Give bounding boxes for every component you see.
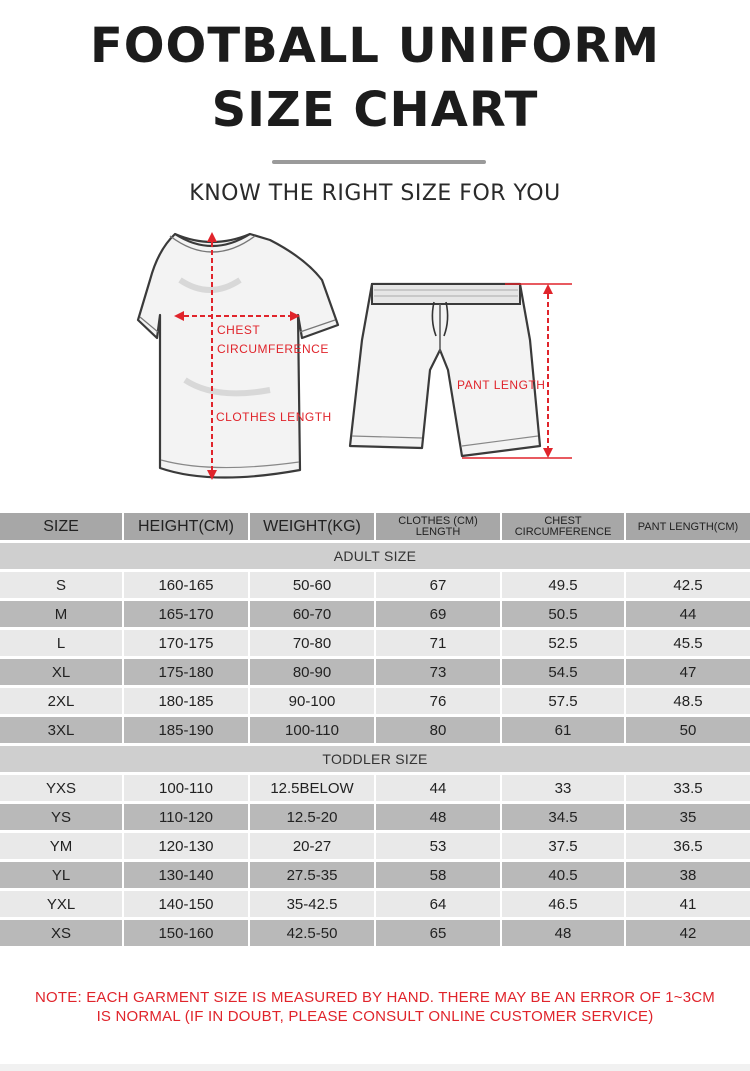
header-weight: WEIGHT(KG) xyxy=(250,513,376,540)
cell-height: 120-130 xyxy=(124,833,250,859)
measurement-note xyxy=(0,988,750,1026)
cell-size: YL xyxy=(0,862,124,888)
cell-weight: 20-27 xyxy=(250,833,376,859)
cell-size: YXL xyxy=(0,891,124,917)
cell-weight: 100-110 xyxy=(250,717,376,743)
cell-height: 130-140 xyxy=(124,862,250,888)
header-chest: CHEST CIRCUMFERENCE xyxy=(502,513,626,540)
cell-chest: 37.5 xyxy=(502,833,626,859)
table-row xyxy=(0,775,750,801)
table-row xyxy=(0,717,750,743)
table-row xyxy=(0,572,750,598)
cell-pant-length: 35 xyxy=(626,804,750,830)
tshirt-illustration xyxy=(138,232,338,480)
cell-weight: 60-70 xyxy=(250,601,376,627)
cell-clothes-length: 67 xyxy=(376,572,502,598)
cell-weight: 27.5-35 xyxy=(250,862,376,888)
cell-size: YXS xyxy=(0,775,124,801)
cell-clothes-length: 53 xyxy=(376,833,502,859)
cell-height: 175-180 xyxy=(124,659,250,685)
cell-size: YM xyxy=(0,833,124,859)
cell-height: 185-190 xyxy=(124,717,250,743)
table-row xyxy=(0,601,750,627)
cell-chest: 46.5 xyxy=(502,891,626,917)
page-title-line-1: FOOTBALL UNIFORM xyxy=(89,18,661,74)
cell-height: 110-120 xyxy=(124,804,250,830)
cell-chest: 48 xyxy=(502,920,626,946)
size-chart-table xyxy=(0,510,750,949)
table-row xyxy=(0,688,750,714)
cell-clothes-length: 73 xyxy=(376,659,502,685)
cell-chest: 54.5 xyxy=(502,659,626,685)
cell-pant-length: 50 xyxy=(626,717,750,743)
table-row xyxy=(0,862,750,888)
cell-pant-length: 41 xyxy=(626,891,750,917)
cell-chest: 40.5 xyxy=(502,862,626,888)
subtitle: KNOW THE RIGHT SIZE FOR YOU xyxy=(189,181,561,206)
cell-size: XS xyxy=(0,920,124,946)
header-clothes-length: CLOTHES (CM) LENGTH xyxy=(376,513,502,540)
cell-height: 180-185 xyxy=(124,688,250,714)
adult-section-label: ADULT SIZE xyxy=(0,543,750,569)
cell-clothes-length: 44 xyxy=(376,775,502,801)
header-pant-length: PANT LENGTH(CM) xyxy=(626,513,750,540)
cell-height: 100-110 xyxy=(124,775,250,801)
cell-clothes-length: 65 xyxy=(376,920,502,946)
table-row xyxy=(0,891,750,917)
adult-section-row xyxy=(0,543,750,569)
cell-size: S xyxy=(0,572,124,598)
table-row xyxy=(0,659,750,685)
toddler-section-label: TODDLER SIZE xyxy=(0,746,750,772)
cell-weight: 90-100 xyxy=(250,688,376,714)
toddler-section-row xyxy=(0,746,750,772)
cell-clothes-length: 64 xyxy=(376,891,502,917)
garment-illustration xyxy=(0,220,750,500)
note-line-1: NOTE: EACH GARMENT SIZE IS MEASURED BY HAND. THERE MAY BE AN ERROR OF 1~3CM xyxy=(35,989,715,1006)
cell-height: 160-165 xyxy=(124,572,250,598)
cell-height: 170-175 xyxy=(124,630,250,656)
cell-pant-length: 44 xyxy=(626,601,750,627)
cell-clothes-length: 48 xyxy=(376,804,502,830)
cell-weight: 70-80 xyxy=(250,630,376,656)
cell-size: 3XL xyxy=(0,717,124,743)
cell-pant-length: 48.5 xyxy=(626,688,750,714)
cell-chest: 50.5 xyxy=(502,601,626,627)
cell-height: 140-150 xyxy=(124,891,250,917)
cell-clothes-length: 69 xyxy=(376,601,502,627)
cell-pant-length: 47 xyxy=(626,659,750,685)
table-row xyxy=(0,804,750,830)
cell-height: 165-170 xyxy=(124,601,250,627)
cell-size: L xyxy=(0,630,124,656)
cell-pant-length: 36.5 xyxy=(626,833,750,859)
cell-weight: 12.5-20 xyxy=(250,804,376,830)
table-row xyxy=(0,833,750,859)
chest-label-line-2: CIRCUMFERENCE xyxy=(217,342,329,356)
cell-size: M xyxy=(0,601,124,627)
header-size: SIZE xyxy=(0,513,124,540)
chest-label-line-1: CHEST xyxy=(217,323,261,337)
table-row xyxy=(0,920,750,946)
note-line-2: IS NORMAL (IF IN DOUBT, PLEASE CONSULT ONLINE CUSTOMER SERVICE) xyxy=(96,1008,654,1025)
header-height: HEIGHT(CM) xyxy=(124,513,250,540)
page-title-line-2: SIZE CHART xyxy=(211,82,539,138)
cell-clothes-length: 58 xyxy=(376,862,502,888)
cell-weight: 80-90 xyxy=(250,659,376,685)
cell-size: XL xyxy=(0,659,124,685)
cell-pant-length: 45.5 xyxy=(626,630,750,656)
cell-chest: 33 xyxy=(502,775,626,801)
cell-chest: 52.5 xyxy=(502,630,626,656)
clothes-length-label: CLOTHES LENGTH xyxy=(216,410,332,424)
shorts-illustration xyxy=(350,284,572,458)
table-row xyxy=(0,630,750,656)
cell-chest: 49.5 xyxy=(502,572,626,598)
pant-length-label: PANT LENGTH xyxy=(457,378,546,392)
cell-pant-length: 38 xyxy=(626,862,750,888)
cell-clothes-length: 71 xyxy=(376,630,502,656)
cell-chest: 61 xyxy=(502,717,626,743)
cell-weight: 12.5BELOW xyxy=(250,775,376,801)
cell-weight: 42.5-50 xyxy=(250,920,376,946)
cell-pant-length: 42 xyxy=(626,920,750,946)
cell-clothes-length: 76 xyxy=(376,688,502,714)
cell-pant-length: 33.5 xyxy=(626,775,750,801)
table-header-row xyxy=(0,513,750,540)
title-divider xyxy=(272,160,486,164)
cell-height: 150-160 xyxy=(124,920,250,946)
cell-chest: 57.5 xyxy=(502,688,626,714)
cell-pant-length: 42.5 xyxy=(626,572,750,598)
cell-clothes-length: 80 xyxy=(376,717,502,743)
bottom-bar xyxy=(0,1064,750,1071)
cell-chest: 34.5 xyxy=(502,804,626,830)
cell-size: 2XL xyxy=(0,688,124,714)
cell-weight: 50-60 xyxy=(250,572,376,598)
cell-size: YS xyxy=(0,804,124,830)
cell-weight: 35-42.5 xyxy=(250,891,376,917)
